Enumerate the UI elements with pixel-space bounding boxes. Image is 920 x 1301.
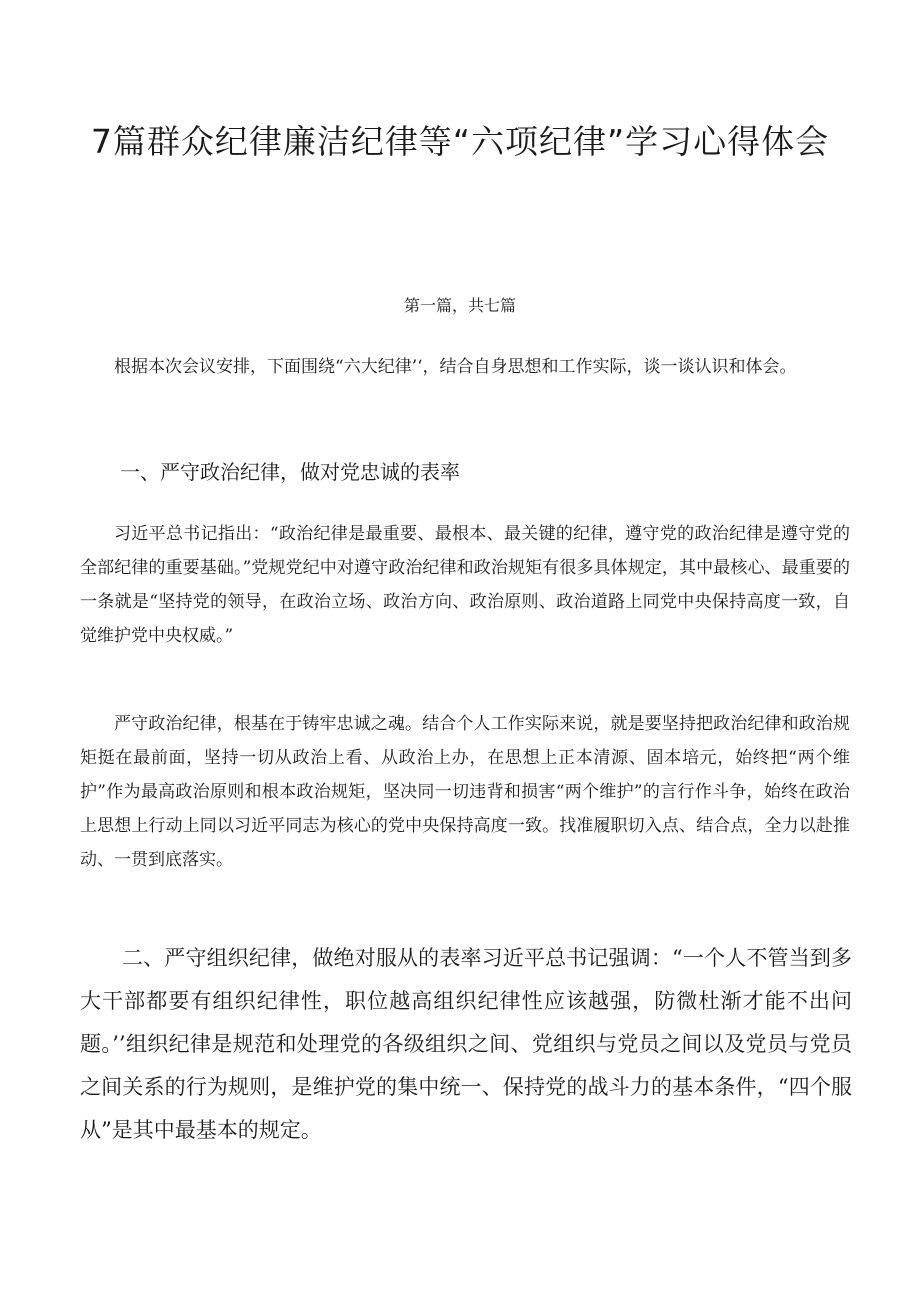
intro-paragraph: 根据本次会议安排，下面围绕“六大纪律’‘，结合自身思想和工作实际，谈一谈认识和体会。 <box>114 357 797 377</box>
section-heading-2: 二、严守组织纪律，做绝对服从的表率习近平总书记强调：“一个人不管当到多大干部都要有组织纪律性，职位越高组织纪律性应该越强，防微杜渐才能不出问题。’’组织纪律是规范和处理党的各级组织之间、党组织与党员之间以及党员与党员之间关系的行为规则，是维护党的集中统一、保持党的战斗力的基本条件，“四个服从”是其中最基本的规定。 <box>80 946 852 1142</box>
body-paragraph-1: 严守政治纪律，根基在于铸牢忠诚之魂。结合个人工作实际来说，就是要坚持把政治纪律和政治规矩挺在最前面，坚持一切从政治上看、从政治上办，在思想上正本清源、固本培元，始终把“两个维护”作为最高政治原则和根本政治规矩，坚决同一切违背和损害“两个维护”的言行作斗争，始终在政治上思想上行动上同以习近平同志为核心的党中央保持高度一致。找准履职切入点、结合点，全力以赴推动、一贯到底落实。 <box>80 714 850 870</box>
section-heading-1: 一、严守政治纪律，做对党忠诚的表率 <box>120 460 460 484</box>
document-subtitle: 第一篇，共七篇 <box>403 296 516 315</box>
document-title: 7篇群众纪律廉洁纪律等“六项纪律”学习心得体会 <box>90 122 830 161</box>
quote-paragraph-1: 习近平总书记指出：“政治纪律是最重要、最根本、最关键的纪律，遵守党的政治纪律是遵守党的全部纪律的重要基础。”党规党纪中对遵守政治纪律和政治规矩有很多具体规定，其中最核心、最重要的一条就是“坚持党的领导，在政治立场、政治方向、政治原则、政治道路上同党中央保持高度一致，自觉维护党中央权威。” <box>80 524 850 646</box>
